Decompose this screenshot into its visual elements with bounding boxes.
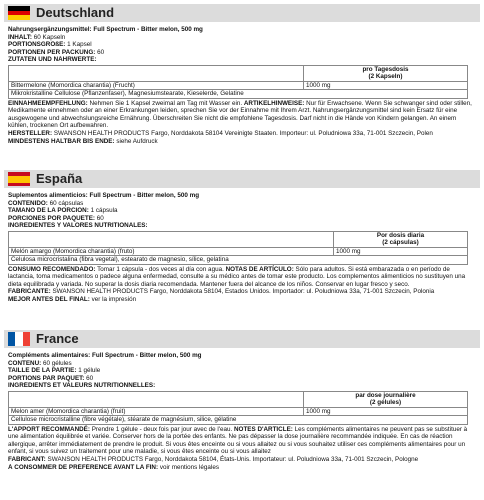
- nutrition-table: [8, 65, 468, 99]
- table-header-row: [9, 65, 468, 81]
- table-row: [9, 256, 468, 264]
- content-label: CONTENIDO:: [8, 199, 48, 207]
- section-espana: [0, 170, 484, 304]
- nutrition-table: [8, 231, 468, 265]
- portion-line: [8, 41, 476, 49]
- table-header-row: [9, 391, 468, 407]
- flag-stripe: [8, 176, 30, 183]
- best-before-label: MINDESTENS HALTBAR BIS ENDE:: [8, 137, 115, 145]
- country-title: France: [36, 331, 79, 347]
- manufacturer-label: FABRICANTE:: [8, 288, 51, 296]
- ingredient-amount: 1000 mg: [304, 407, 468, 415]
- content-value: 60 gélules: [42, 359, 72, 367]
- section-body: [0, 348, 484, 471]
- section-header: [4, 170, 480, 188]
- table-row: [9, 416, 468, 424]
- section-body: [0, 22, 484, 145]
- table-row: [9, 247, 468, 255]
- product-value: Full Spectrum - Bitter melon, 500 mg: [92, 352, 202, 359]
- notes-label: NOTAS DE ARTÍCULO:: [225, 265, 294, 273]
- product-value: Full Spectrum - Bitter melon, 500 mg: [89, 192, 200, 199]
- portion-line: [8, 367, 476, 375]
- ingredient-amount: 1000 mg: [334, 247, 468, 255]
- usage-notes: [8, 100, 476, 130]
- flag-stripe: [8, 332, 15, 346]
- best-before-text: voir mentions légales: [159, 463, 219, 471]
- usage-text: Nehmen Sie 1 Kapsel zweimal am Tag mit Wasser ein.: [89, 99, 243, 107]
- best-before-text: ver la impresión: [91, 295, 137, 303]
- ingredients-heading: ZUTATEN UND NÄHRWERTE:: [8, 56, 97, 64]
- table-row: [9, 81, 468, 89]
- other-ingredients: Celulosa microcristalina (fibra vegetal), estearato de magnesio, sílice, gelatina: [9, 256, 468, 264]
- french-flag-icon: [8, 332, 30, 346]
- per-pack-label: PORTIONEN PER PACKUNG:: [8, 48, 96, 56]
- manufacturer-text: SWANSON HEALTH PRODUCTS Fargo, Norddakota 58104 Vereinigte Staaten. Importeur: ul. Poludniowa 33a, 71-001 Szczecin, Polen: [53, 129, 433, 137]
- usage-notes: [8, 266, 476, 289]
- per-pack-line: [8, 49, 476, 57]
- best-before-label: À CONSOMMER DE PRÉFÉRENCE AVANT LA FIN:: [8, 463, 159, 471]
- section-deutschland: [0, 4, 484, 145]
- german-flag-icon: [8, 6, 30, 20]
- spanish-flag-icon: [8, 172, 30, 186]
- other-ingredients: Mikrokristalline Cellulose (Pflanzenfaser), Magnesiumstearate, Kieselerde, Gelatine: [9, 90, 468, 98]
- table-header-empty: [9, 391, 304, 407]
- manufacturer-text: SWANSON HEALTH PRODUCTS Fargo, Norddakota 58104, États-Unis. Importateur: ul. Poludniowa 33a, 71-001 Szczecin, Pologne: [47, 455, 419, 463]
- product-label: Nahrungsergänzungsmittel:: [8, 26, 92, 33]
- portion-value: 1 cápsula: [90, 207, 118, 215]
- content-label: INHALT:: [8, 33, 33, 41]
- table-column-header: pro Tagesdosis (2 Kapseln): [304, 65, 468, 81]
- manufacturer-label: FABRICANT:: [8, 455, 46, 463]
- content-line: [8, 34, 476, 42]
- section-france: [0, 330, 484, 471]
- table-column-header: Por dosis diaria (2 cápsulas): [334, 231, 468, 247]
- best-before-label: MEJOR ANTES DEL FINAL:: [8, 295, 90, 303]
- table-header-empty: [9, 65, 304, 81]
- country-title: Deutschland: [36, 5, 115, 21]
- product-label: Compléments alimentaires:: [8, 352, 91, 359]
- product-line: [8, 26, 476, 34]
- best-before-line: [8, 464, 476, 472]
- manufacturer-text: SWANSON HEALTH PRODUCTS Fargo, Norddakota 58104, Estados Unidos. Importador: ul. Poludniowa 33a, 71-001 Szczecin, Polonia: [52, 288, 435, 296]
- product-label: Suplementos alimenticios:: [8, 192, 88, 199]
- portion-line: [8, 207, 476, 215]
- manufacturer-label: HERSTELLER:: [8, 129, 53, 137]
- usage-label: CONSUMO RECOMENDADO:: [8, 265, 96, 273]
- flag-stripe: [8, 183, 30, 187]
- ingredient-name: Melon amer (Momordica charantia) (fruit): [9, 407, 304, 415]
- per-pack-value: 60: [86, 374, 94, 382]
- per-pack-label: PORCIONES POR PAQUETE:: [8, 214, 96, 222]
- table-header-empty: [9, 231, 334, 247]
- content-line: [8, 360, 476, 368]
- manufacturer: [8, 288, 476, 296]
- table-row: [9, 90, 468, 98]
- ingredient-name: Melón amargo (Momordica charantia) (fruto): [9, 247, 334, 255]
- section-header: [4, 330, 480, 348]
- best-before-line: [8, 296, 476, 304]
- content-line: [8, 200, 476, 208]
- notes-label: ARTIKELHINWEISE:: [243, 99, 305, 107]
- usage-notes: [8, 426, 476, 456]
- per-pack-value: 60: [96, 214, 104, 222]
- portion-label: TAMAÑO DE LA PORCIÓN:: [8, 207, 89, 215]
- portion-label: TAILLE DE LA PARTIE:: [8, 367, 77, 375]
- ingredients-heading: INGREDIENTES Y VALORES NUTRITIONALES:: [8, 222, 148, 230]
- content-value: 60 cápsulas: [49, 199, 84, 207]
- usage-text: Tomar 1 cápsula - dos veces al día con agua.: [97, 265, 224, 273]
- portion-value: 1 Kapsel: [67, 41, 92, 49]
- manufacturer: [8, 130, 476, 138]
- table-row: [9, 407, 468, 415]
- product-value: Full Spectrum - Bitter melon, 500 mg: [93, 26, 203, 33]
- country-title: España: [36, 171, 83, 187]
- nutrition-table: [8, 391, 468, 425]
- portion-label: PORTIONSGRÖßE:: [8, 41, 66, 49]
- product-line: [8, 352, 476, 360]
- per-pack-line: [8, 375, 476, 383]
- best-before-line: [8, 138, 476, 146]
- usage-label: EINNAHMEEMPFEHLUNG:: [8, 99, 88, 107]
- best-before-text: siehe Aufdruck: [116, 137, 158, 145]
- table-header-row: [9, 231, 468, 247]
- content-label: CONTENU:: [8, 359, 42, 367]
- other-ingredients: Cellulose microcristalline (fibre végétale), stéarate de magnésium, silice, gélatine: [9, 416, 468, 424]
- per-pack-line: [8, 215, 476, 223]
- notes-text: Nur für Erwachsene. Wenn Sie schwanger sind oder stillen, Medikamente einnehmen oder an einer Erkrankungen leiden, sprechen Sie vor der Einnahme mit Ihrem Arzt. Nahrungsergänzungsmittel sind kein Ersatz für eine ausgewogene und abwechslungsreiche Ernährung. Überschreiten Sie nicht die empfohlene Tagesdosis. Darf nicht in die Hände von Kindern gelangen. An einem kühlen, trockenen Ort aufbewahren.: [8, 99, 472, 130]
- usage-text: Prendre 1 gélule - deux fois par jour avec de l'eau.: [91, 425, 233, 433]
- product-line: [8, 192, 476, 200]
- flag-stripe: [8, 15, 30, 20]
- notes-text: Les compléments alimentaires ne peuvent pas se substituer à une alimentation équilibrée et variée. Conserver hors de la portée des enfants. Ne pas dépasser la dose journalière recommandée indiquée. En cas de réaction allergique, arrêter immédiatement de prendre le produit. Si vous êtes enceinte ou si vous allaitez ou si vous souhaitez utiliser ces compléments alimentaires pour un enfant, si vous suivez un traitement pour une maladie, si vous êtes enceinte ou si vous allaitez: [8, 425, 468, 456]
- usage-label: L'APPORT RECOMMANDÉ:: [8, 425, 90, 433]
- section-body: [0, 188, 484, 304]
- ingredient-amount: 1000 mg: [304, 81, 468, 89]
- content-value: 60 Kapseln: [33, 33, 66, 41]
- flag-stripe: [23, 332, 30, 346]
- ingredient-name: Bittermelone (Momordica charantia) (Frucht): [9, 81, 304, 89]
- flag-stripe: [15, 332, 22, 346]
- ingredients-heading: INGRÉDIENTS ET VALEURS NUTRITIONNELLES:: [8, 382, 156, 390]
- per-pack-label: PORTIONS PAR PAQUET:: [8, 374, 85, 382]
- notes-label: NOTES D'ARTICLE:: [234, 425, 293, 433]
- table-column-header: par dose journalière (2 gélules): [304, 391, 468, 407]
- notes-text: Sólo para adultos. Si está embarazada o en período de lactancia, toma medicamentos o padece alguna enfermedad, consulte a su médico antes de tomar este producto. Los complementos alimenticios no sustituyen una dieta equilibrada y variada. No superar la dosis diaria recomendada. Mantener fuera del alcance de los niños. Conservar en lugar fresco y seco.: [8, 265, 466, 288]
- manufacturer: [8, 456, 476, 464]
- section-header: [4, 4, 480, 22]
- portion-value: 1 gélule: [78, 367, 101, 375]
- per-pack-value: 60: [97, 48, 105, 56]
